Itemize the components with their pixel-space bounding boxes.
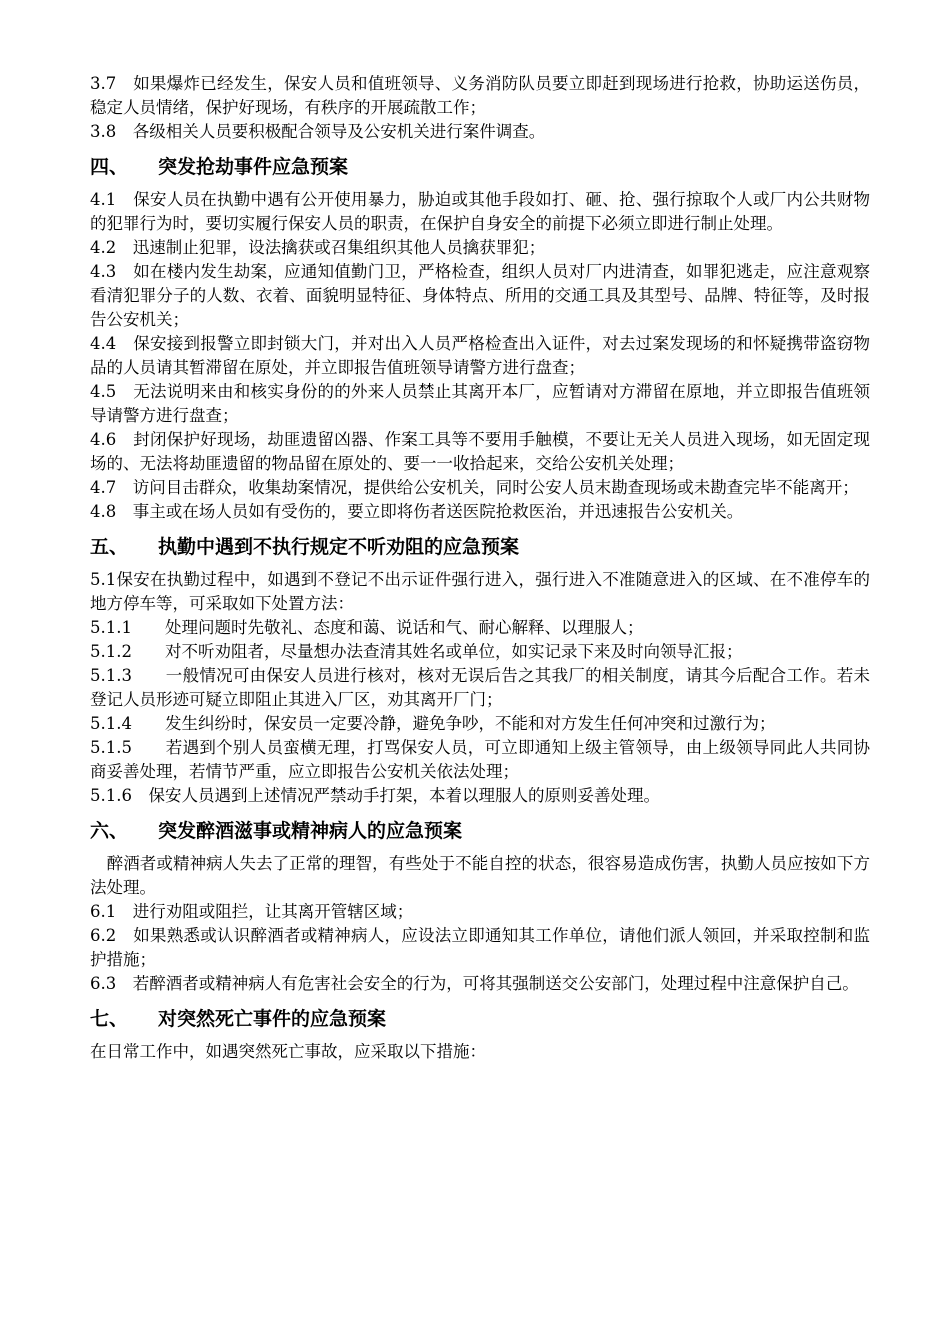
section-number: 五、	[90, 536, 129, 558]
section-heading-5	[90, 534, 870, 560]
section-title: 突发抢劫事件应急预案	[158, 156, 349, 178]
paragraph-5-1-1: 5.1.1 处理问题时先敬礼、态度和蔼、说话和气、耐心解释、以理服人；	[90, 618, 644, 637]
document-page	[90, 72, 870, 1064]
paragraph-6-1: 6.1 进行劝阻或阻拦，让其离开管辖区域；	[90, 902, 414, 921]
paragraph-4-3: 4.3 如在楼内发生劫案，应通知值勤门卫，严格检查，组织人员对厂内进清查，如罪犯逃走，应注意观察看清犯罪分子的人数、衣着、面貌明显特征、身体特点、所用的交通工具及其型号、品牌、特征等，及时报告公安机关；	[90, 262, 870, 329]
paragraph-4-1: 4.1 保安人员在执勤中遇有公开使用暴力，胁迫或其他手段如打、砸、抢、强行掠取个人或厂内公共财物的犯罪行为时，要切实履行保安人员的职责，在保护自身安全的前提下必须立即进行制止处理。	[90, 190, 870, 233]
paragraph-4-2: 4.2 迅速制止犯罪，设法擒获或召集组织其他人员擒获罪犯；	[90, 238, 546, 257]
paragraph-4-6: 4.6 封闭保护好现场，劫匪遗留凶器、作案工具等不要用手触模，不要让无关人员进入现场，如无固定现场的、无法将劫匪遗留的物品留在原处的、要一一收拾起来，交给公安机关处理；	[90, 430, 870, 473]
section-title: 执勤中遇到不执行规定不听劝阻的应急预案	[158, 536, 520, 558]
paragraph-5-1-4: 5.1.4 发生纠纷时，保安员一定要冷静，避免争吵，不能和对方发生任何冲突和过激行为；	[90, 714, 776, 733]
paragraph-4-4: 4.4 保安接到报警立即封锁大门，并对出入人员严格检查出入证件，对去过案发现场的和怀疑携带盗窃物品的人员请其暂滞留在原处，并立即报告值班领导请警方进行盘查；	[90, 334, 870, 377]
paragraph-7-intro: 在日常工作中，如遇突然死亡事故，应采取以下措施：	[90, 1042, 486, 1061]
paragraph-4-7: 4.7 访问目击群众，收集劫案情况，提供给公安机关，同时公安人员末勘查现场或未勘查完毕不能离开；	[90, 478, 859, 497]
section-heading-4	[90, 154, 870, 180]
paragraph-3-8: 3.8 各级相关人员要积极配合领导及公安机关进行案件调查。	[90, 122, 546, 141]
paragraph-5-1: 5.1保安在执勤过程中，如遇到不登记不出示证件强行进入，强行进入不准随意进入的区域、在不准停车的地方停车等，可采取如下处置方法：	[90, 570, 870, 613]
paragraph-5-1-5: 5.1.5 若遇到个别人员蛮横无理，打骂保安人员，可立即通知上级主管领导，由上级领导同此人共同协商妥善处理，若情节严重，应立即报告公安机关依法处理；	[90, 738, 870, 781]
paragraph-6-2: 6.2 如果熟悉或认识醉酒者或精神病人，应设法立即通知其工作单位，请他们派人领回，并采取控制和监护措施；	[90, 926, 870, 969]
paragraph-6-3: 6.3 若醉酒者或精神病人有危害社会安全的行为，可将其强制送交公安部门，处理过程中注意保护自己。	[90, 974, 859, 993]
section-title: 突发醉酒滋事或精神病人的应急预案	[158, 820, 463, 842]
section-number: 六、	[90, 820, 129, 842]
paragraph-4-8: 4.8 事主或在场人员如有受伤的，要立即将伤者送医院抢救医治，并迅速报告公安机关。	[90, 502, 744, 521]
paragraph-3-7: 3.7 如果爆炸已经发生，保安人员和值班领导、义务消防队员要立即赶到现场进行抢救，协助运送伤员，稳定人员情绪，保护好现场，有秩序的开展疏散工作；	[90, 74, 870, 117]
section-heading-7	[90, 1006, 870, 1032]
paragraph-5-1-3: 5.1.3 一般情况可由保安人员进行核对，核对无误后告之其我厂的相关制度，请其今后配合工作。若未登记人员形迹可疑立即阻止其进入厂区，劝其离开厂门；	[90, 666, 870, 709]
paragraph-4-5: 4.5 无法说明来由和核实身份的的外来人员禁止其离开本厂，应暂请对方滞留在原地，并立即报告值班领导请警方进行盘查；	[90, 382, 870, 425]
paragraph-5-1-2: 5.1.2 对不听劝阻者，尽量想办法查清其姓名或单位，如实记录下来及时向领导汇报；	[90, 642, 743, 661]
paragraph-5-1-6: 5.1.6 保安人员遇到上述情况严禁动手打架，本着以理服人的原则妥善处理。	[90, 786, 660, 805]
section-number: 七、	[90, 1008, 129, 1030]
section-title: 对突然死亡事件的应急预案	[158, 1008, 387, 1030]
section-number: 四、	[90, 156, 129, 178]
paragraph-6-intro: 醉酒者或精神病人失去了正常的理智，有些处于不能自控的状态，很容易造成伤害，执勤人员应按如下方法处理。	[90, 854, 870, 897]
section-heading-6	[90, 818, 870, 844]
